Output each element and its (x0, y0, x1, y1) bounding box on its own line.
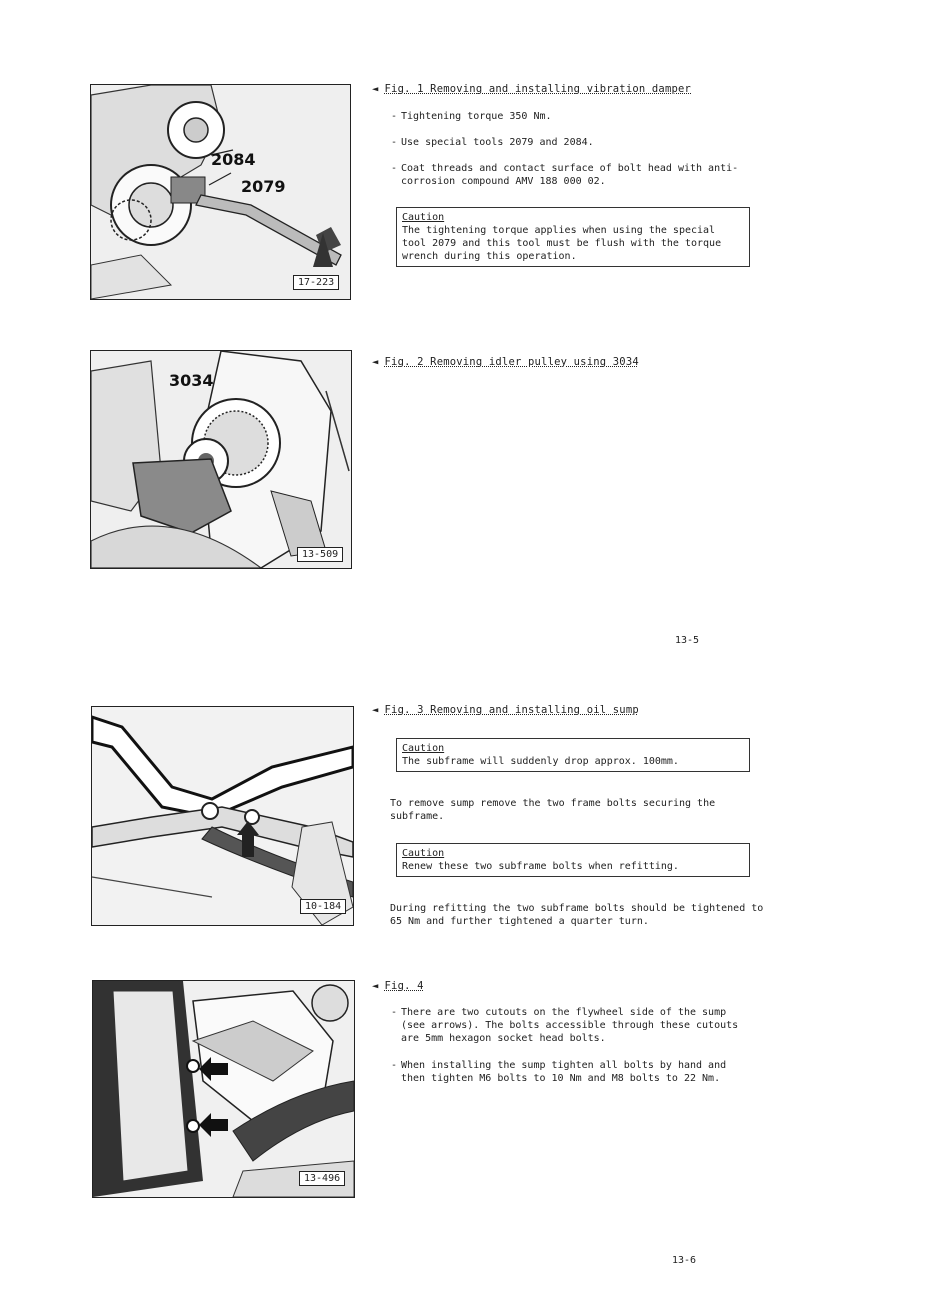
figure-ref: 10-184 (300, 899, 346, 914)
oil-sump-illustration (92, 707, 353, 925)
instruction-paragraph: To remove sump remove the two frame bolts securing the subframe. (390, 798, 716, 822)
caution-text: The tightening torque applies when using the special tool 2079 and this tool must be flush with the torque wrench during this operation. (402, 225, 722, 262)
left-arrow-icon: ◄ (372, 356, 379, 368)
caution-box (396, 738, 750, 772)
figure-4-image (92, 980, 355, 1198)
figure-3-caption: ◄ Fig. 3 Removing and installing oil sump (372, 704, 639, 716)
figure-ref: 17-223 (293, 275, 339, 290)
fig4-bullet: - There are two cutouts on the flywheel side of the sump (see arrows). The bolts accessible through these cutouts are 5mm hexagon socket head bolts. (391, 1007, 739, 1044)
fig1-bullet: - Use special tools 2079 and 2084. (391, 137, 594, 148)
left-arrow-icon: ◄ (372, 704, 379, 716)
figure-ref: 13-509 (297, 547, 343, 562)
caution-heading: Caution (402, 743, 445, 754)
figure-ref: 13-496 (299, 1171, 345, 1186)
tool-callout-2084: 2084 (211, 150, 256, 169)
caution-heading: Caution (402, 848, 445, 859)
left-arrow-icon: ◄ (372, 83, 379, 95)
caution-text: Renew these two subframe bolts when refitting. (402, 861, 679, 872)
engine-damper-illustration (91, 85, 350, 299)
caution-heading: Caution (402, 212, 445, 223)
caution-text: The subframe will suddenly drop approx. 100mm. (402, 756, 679, 767)
figure-2-image (90, 350, 352, 569)
tool-callout-3034: 3034 (169, 371, 214, 390)
tool-callout-2079: 2079 (241, 177, 286, 196)
left-arrow-icon: ◄ (372, 980, 379, 992)
page-number: 13-6 (672, 1255, 697, 1266)
caution-box (396, 207, 750, 267)
figure-2-caption: ◄ Fig. 2 Removing idler pulley using 3034 (372, 356, 639, 368)
figure-4-caption: ◄ Fig. 4 (372, 980, 424, 992)
fig1-bullet: - Tightening torque 350 Nm. (391, 111, 552, 122)
figure-1-caption: ◄ Fig. 1 Removing and installing vibration damper (372, 83, 692, 95)
idler-pulley-illustration (91, 351, 351, 568)
fig4-bullet: - When installing the sump tighten all bolts by hand and then tighten M6 bolts to 10 Nm and M8 bolts to 22 Nm. (391, 1060, 727, 1084)
sump-cutouts-illustration (93, 981, 354, 1197)
instruction-paragraph: During refitting the two subframe bolts should be tightened to 65 Nm and further tightened a quarter turn. (390, 903, 764, 927)
figure-1-image (90, 84, 351, 300)
caution-box (396, 843, 750, 877)
figure-3-image (91, 706, 354, 926)
page-number: 13-5 (675, 635, 700, 646)
fig1-bullet: - Coat threads and contact surface of bolt head with anti-corrosion compound AMV 188 000 02. (391, 163, 739, 187)
